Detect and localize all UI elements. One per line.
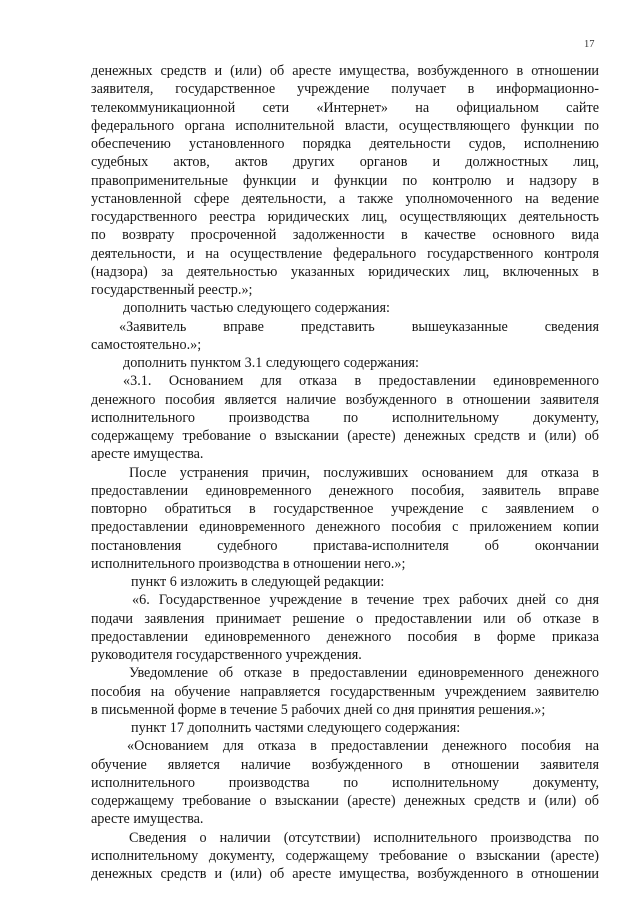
text-line: руководителя государственного учреждения. (91, 647, 362, 663)
text-line: судебных актов, актов других органов и должностных лиц, (91, 154, 599, 171)
text-line: заявителя, государственное учреждение получает в информационно- (91, 81, 599, 98)
text-line: дополнить частью следующего содержания: (123, 300, 390, 317)
text-line: обеспечению установленного порядка деятельности судов, исполнению (91, 136, 599, 152)
text-line: повторно обратиться в государственное учреждение с заявлением о (91, 501, 599, 517)
text-line: исполнительному документу, содержащему требование о взыскании (аресте) (91, 847, 599, 864)
text-line: содержащему требование о взыскании (аресте) денежных средств и (или) об (91, 428, 599, 444)
text-line: дополнить пунктом 3.1 следующего содержания: (123, 355, 419, 371)
text-line: пункт 17 дополнить частями следующего содержания: (131, 720, 461, 736)
text-line: предоставлении единовременного денежного пособия в форме приказа (91, 628, 599, 645)
text-line: денежного пособия является наличие возбужденного в отношении заявителя (91, 391, 599, 408)
text-line: аресте имущества. (91, 446, 204, 463)
text-line: «Заявитель вправе представить вышеуказанные сведения (119, 318, 599, 335)
document-body (91, 62, 599, 883)
text-line: содержащему требование о взыскании (аресте) денежных средств и (или) об (91, 793, 599, 809)
text-line: предоставлении единовременного денежного пособия, заявитель вправе (91, 482, 599, 499)
text-line: (надзора) за деятельностью указанных юридических лиц, включенных в (91, 263, 599, 280)
text-line: подачи заявления принимает решение о предоставлении или об отказе в (91, 610, 599, 627)
text-line: предоставлении единовременного денежного пособия с приложением копии (91, 519, 599, 536)
text-line: Уведомление об отказе в предоставлении единовременного денежного (129, 665, 599, 682)
text-line: по возврату просроченной задолженности в качестве основного вида (91, 227, 599, 244)
text-line: исполнительного производства по исполнительному документу, (91, 409, 599, 426)
text-line: государственного реестра юридических лиц, осуществляющих деятельность (91, 209, 599, 225)
text-line: постановления судебного пристава-исполнителя об окончании (91, 537, 599, 554)
text-line: денежных средств и (или) об аресте имущества, возбужденного в отношении (91, 866, 599, 882)
text-line: исполнительного производства в отношении него.»; (91, 555, 406, 572)
text-line: государственный реестр.»; (91, 282, 253, 298)
text-line: деятельности, и на осуществление федерального государственного контроля (91, 245, 599, 262)
text-line: обучение является наличие возбужденного в отношении заявителя (91, 756, 599, 773)
page-number: 17 (584, 39, 595, 50)
text-line: денежных средств и (или) об аресте имущества, возбужденного в отношении (91, 63, 599, 79)
text-line: исполнительного производства по исполнительному документу, (91, 774, 599, 791)
text-line: самостоятельно.»; (91, 336, 202, 353)
text-line: правоприменительные функции и функции по контролю и надзору в (91, 172, 599, 189)
text-line: пункт 6 изложить в следующей редакции: (131, 574, 385, 590)
text-line: федерального органа исполнительной власти, осуществляющего функции по (91, 117, 599, 134)
text-line: «Основанием для отказа в предоставлении денежного пособия на (127, 738, 599, 755)
text-line: телекоммуникационной сети «Интернет» на официальном сайте (91, 99, 599, 116)
text-line: После устранения причин, послуживших основанием для отказа в (129, 464, 599, 481)
text-line: Сведения о наличии (отсутствии) исполнительного производства по (129, 829, 599, 846)
text-line: «3.1. Основанием для отказа в предоставлении единовременного (123, 373, 599, 390)
text-line: пособия на обучение направляется государственным учреждением заявителю (91, 683, 599, 700)
text-line: в письменной форме в течение 5 рабочих дней со дня принятия решения.»; (91, 701, 546, 718)
text-line: аресте имущества. (91, 811, 204, 828)
text-line: установленной сфере деятельности, а также уполномоченного на ведение (91, 190, 599, 207)
text-line: «6. Государственное учреждение в течение трех рабочих дней со дня (132, 592, 599, 609)
